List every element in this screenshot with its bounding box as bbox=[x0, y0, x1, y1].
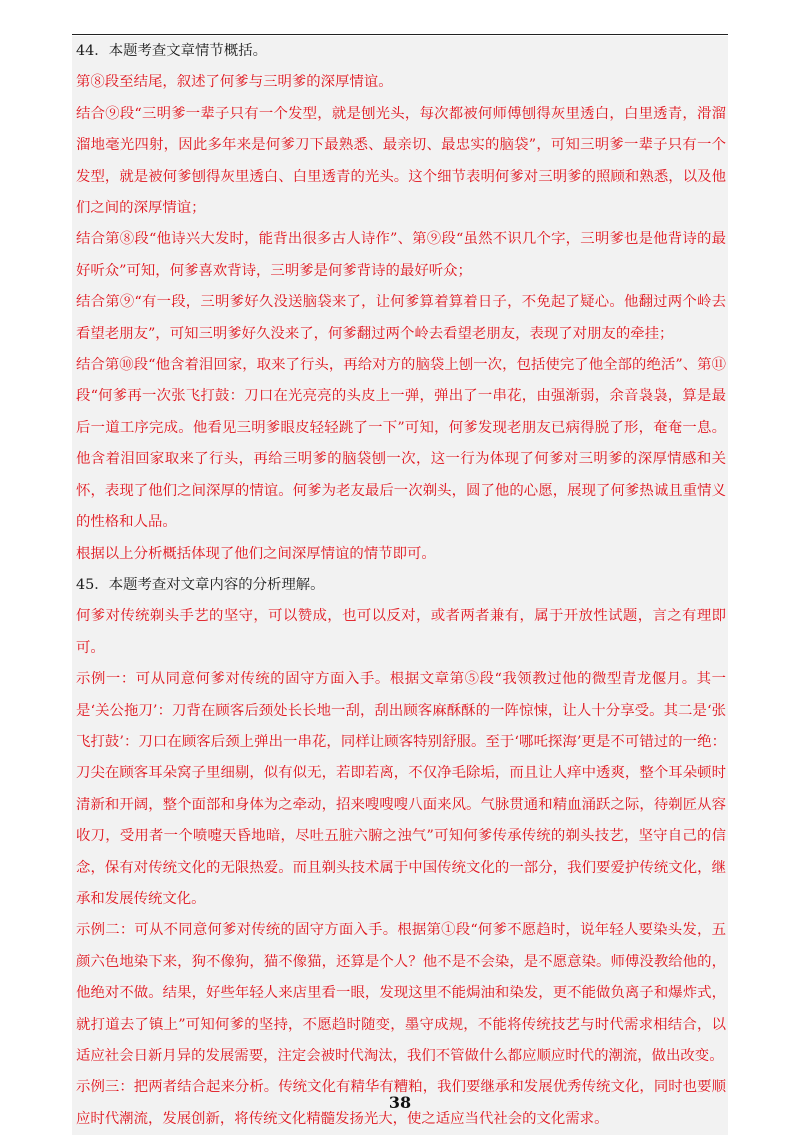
q44-analysis-last-shave: 结合第⑩段“他含着泪回家，取来了行头，再给对方的脑袋上刨一次，包括使完了他全部的绝活”、第⑪段“何爹再一次张飞打鼓：刀口在光亮亮的头皮上一弹，弹出了一串花，由强渐弱，余音袅袅，算是最后一道工序完成。他看见三明爹眼皮轻轻跳了一下”可知，何爹发现老朋友已病得脱了形，奄奄一息。他含着泪回家取来了行头，再给三明爹的脑袋刨一次，这一行为体现了何爹对三明爹的深厚情感和关怀，表现了他们之间深厚的情谊。何爹为老友最后一次剃头，圆了他的心愿，展现了何爹热诚且重情义的性格和人品。 bbox=[76, 357, 726, 531]
q44-analysis-para-9: 结合⑨段“三明爹一辈子只有一个发型，就是刨光头，每次都被何师傅刨得灰里透白，白里透青，滑溜溜地毫光四射，因此多年来是何爹刀下最熟悉、最亲切、最忠实的脑袋”，可知三明爹一辈子只有一个发型，就是被何爹刨得灰里透白、白里透青的光头。这个细节表明何爹对三明爹的照顾和熟悉，以及他们之间的深厚情谊； bbox=[76, 105, 726, 217]
q44-summary: 第⑧段至结尾，叙述了何爹与三明爹的深厚情谊。 bbox=[76, 74, 393, 91]
q45-example-3: 示例三：把两者结合起来分析。传统文化有精华有糟粕，我们要继承和发展优秀传统文化，同时也要顺应时代潮流，发展创新，将传统文化精髓发扬光大，使之适应当代社会的文化需求。 bbox=[76, 1079, 726, 1127]
q44-conclusion: 根据以上分析概括体现了他们之间深厚情谊的情节即可。 bbox=[76, 545, 436, 562]
q45-example-1: 示例一：可从同意何爹对传统的固守方面入手。根据文章第⑤段“我领教过他的微型青龙偃月。其一是‘关公拖刀’：刀背在顾客后颈处长长地一刮，刮出顾客麻酥酥的一阵惊悚，让人十分享受。其二是‘张飞打鼓’：刀口在顾客后颈上弹出一串花，同样让顾客特别舒服。至于‘哪吒探海’更是不可错过的一绝：刀尖在顾客耳朵窝子里细剔，似有似无，若即若离，不仅净毛除垢，而且让人痒中透爽，整个耳朵顿时清新和开阔，整个面部和身体为之牵动，招来嗖嗖嗖八面来风。气脉贯通和精血涌跃之际，待剃匠从容收刀，受用者一个喷嚏天昏地暗，尽吐五脏六腑之浊气”可知何爹传承传统的剃头技艺，坚守自己的信念，保有对传统文化的无限热爱。而且剃头技术属于中国传统文化的一部分，我们要爱护传统文化，继承和发展传统文化。 bbox=[76, 671, 726, 907]
question-44-heading: 44．本题考查文章情节概括。 bbox=[76, 43, 267, 59]
q44-analysis-poetry: 结合第⑧段“他诗兴大发时，能背出很多古人诗作”、第⑨段“虽然不识几个字，三明爹也是他背诗的最好听众”可知，何爹喜欢背诗，三明爹是何爹背诗的最好听众； bbox=[76, 231, 726, 279]
answer-content bbox=[72, 36, 728, 1135]
q45-intro: 何爹对传统剃头手艺的坚守，可以赞成，也可以反对，或者两者兼有，属于开放性试题，言之有理即可。 bbox=[76, 608, 726, 656]
q45-example-2: 示例二：可从不同意何爹对传统的固守方面入手。根据第①段“何爹不愿趋时，说年轻人要染头发，五颜六色地染下来，狗不像狗，猫不像猫，还算是个人？他不是不会染，是不愿意染。师傅没教给他的，他绝对不做。结果，好些年轻人来店里看一眼，发现这里不能焗油和染发，更不能做负离子和爆炸式，就打道去了镇上”可知何爹的坚持，不愿趋时随变，墨守成规，不能将传统技艺与时代需求相结合，以适应社会日新月异的发展需要，注定会被时代淘汰，我们不管做什么都应顺应时代的潮流，做出改变。 bbox=[76, 922, 726, 1064]
question-45-heading: 45．本题考查对文章内容的分析理解。 bbox=[76, 576, 325, 593]
page-number: 38 bbox=[388, 1093, 412, 1112]
header-rule bbox=[72, 34, 728, 35]
q44-analysis-visit: 结合第⑨“有一段，三明爹好久没送脑袋来了，让何爹算着算着日子，不免起了疑心。他翻过两个岭去看望老朋友”，可知三明爹好久没来了，何爹翻过两个岭去看望老朋友，表现了对朋友的牵挂； bbox=[76, 294, 726, 342]
